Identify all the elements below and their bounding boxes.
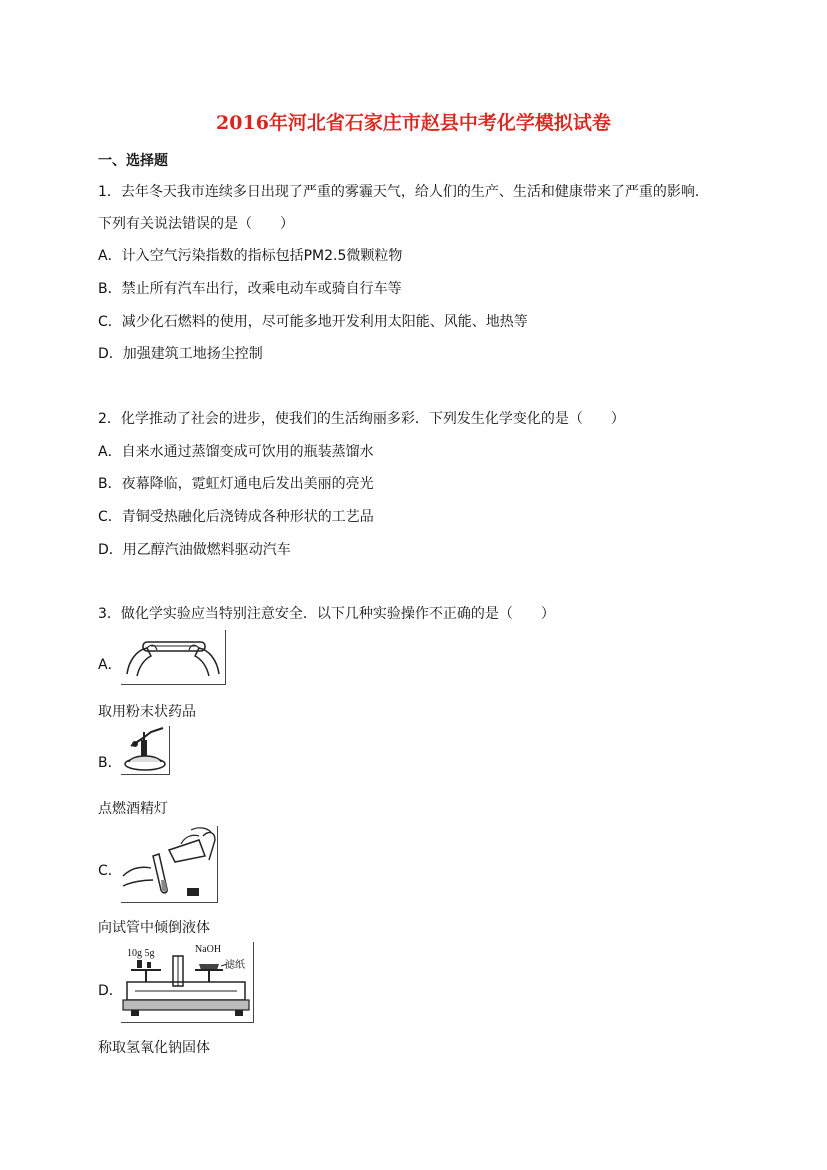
q1-option-c: C．减少化石燃料的使用，尽可能多地开发利用太阳能、风能、地热等 xyxy=(98,314,528,330)
q3-stem: 3．做化学实验应当特别注意安全．以下几种实验操作不正确的是（ ） xyxy=(98,606,555,622)
q3-option-b-label: B． xyxy=(98,755,122,771)
q3-option-d-figure xyxy=(121,942,254,1023)
q3-option-c-caption: 向试管中倾倒液体 xyxy=(98,920,210,936)
q3-option-d-label: D． xyxy=(98,983,123,999)
q3-option-b-figure xyxy=(121,726,170,775)
q3-option-d-caption: 称取氢氧化钠固体 xyxy=(98,1040,210,1056)
section-heading: 一、选择题 xyxy=(98,153,168,169)
q1-stem-line2: 下列有关说法错误的是（ ） xyxy=(98,216,294,232)
q3-option-a-label: A． xyxy=(98,657,122,673)
q2-option-a: A．自来水通过蒸馏变成可饮用的瓶装蒸馏水 xyxy=(98,444,374,460)
q1-option-d: D．加强建筑工地扬尘控制 xyxy=(98,346,263,362)
q3-d-fig-paper-label: 滤纸 xyxy=(225,960,245,971)
q1-option-b: B．禁止所有汽车出行，改乘电动车或骑自行车等 xyxy=(98,281,402,297)
q3-d-fig-mass-label: 10g 5g xyxy=(127,948,155,959)
q2-option-c: C．青铜受热融化后浇铸成各种形状的工艺品 xyxy=(98,509,374,525)
q3-d-fig-naoh-label: NaOH xyxy=(195,944,222,955)
q1-option-a: A．计入空气污染指数的指标包括PM2.5微颗粒物 xyxy=(98,248,403,264)
q3-option-c-figure xyxy=(121,826,218,903)
q1-stem-line1: 1．去年冬天我市连续多日出现了严重的雾霾天气，给人们的生产、生活和健康带来了严重的影响． xyxy=(98,184,709,200)
q3-option-b-caption: 点燃酒精灯 xyxy=(98,801,168,817)
q2-option-d: D．用乙醇汽油做燃料驱动汽车 xyxy=(98,542,291,558)
page-title: 2016年河北省石家庄市赵县中考化学模拟试卷 xyxy=(216,112,611,134)
q3-option-c-label: C． xyxy=(98,863,122,879)
q3-option-a-caption: 取用粉末状药品 xyxy=(98,704,196,720)
q3-option-a-figure xyxy=(121,630,226,685)
q2-option-b: B．夜幕降临，霓虹灯通电后发出美丽的亮光 xyxy=(98,476,374,492)
q2-stem: 2．化学推动了社会的进步，使我们的生活绚丽多彩．下列发生化学变化的是（ ） xyxy=(98,411,625,427)
